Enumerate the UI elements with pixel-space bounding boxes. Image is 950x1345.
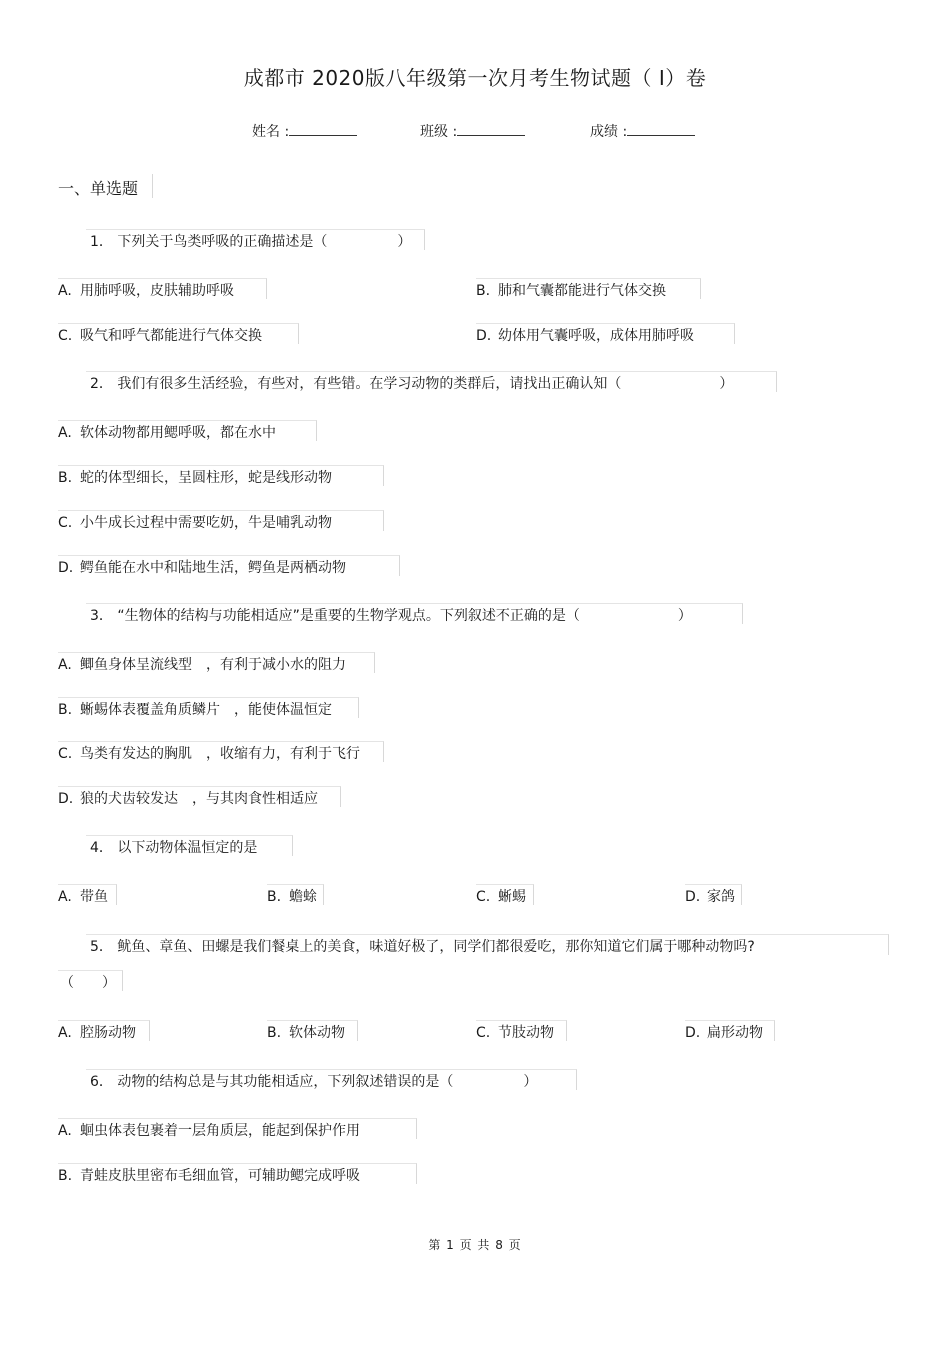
question-text: 以下动物体温恒定的是 bbox=[117, 840, 258, 856]
option-text: 蜥蜴 bbox=[498, 889, 526, 905]
q1-option-a[interactable] bbox=[58, 280, 234, 300]
name-blank[interactable] bbox=[289, 121, 357, 136]
option-letter: C. bbox=[476, 1025, 491, 1041]
class-field[interactable] bbox=[420, 121, 525, 141]
option-letter: D. bbox=[476, 328, 492, 344]
option-letter: A. bbox=[58, 657, 72, 673]
option-text: 肺和气囊都能进行气体交换 bbox=[498, 283, 666, 299]
question-3 bbox=[90, 605, 692, 625]
question-4 bbox=[90, 837, 257, 857]
option-letter: C. bbox=[58, 746, 73, 762]
option-letter: D. bbox=[58, 791, 74, 807]
question-number: 6． bbox=[90, 1074, 113, 1090]
option-text: 带鱼 bbox=[80, 889, 108, 905]
option-letter: D. bbox=[58, 560, 74, 576]
section-box bbox=[56, 174, 153, 198]
q5-option-a[interactable] bbox=[58, 1022, 136, 1042]
option-letter: D. bbox=[685, 889, 701, 905]
question-text: 鱿鱼、章鱼、田螺是我们餐桌上的美食，味道好极了，同学们都很爱吃，那你知道它们属于哪种动物吗? bbox=[117, 939, 755, 955]
option-letter: A. bbox=[58, 1123, 72, 1139]
score-field[interactable] bbox=[590, 121, 695, 141]
option-text: 鸟类有发达的胸肌 ，收缩有力，有利于飞行 bbox=[80, 746, 360, 762]
question-number: 1． bbox=[90, 234, 113, 250]
q3-option-d[interactable] bbox=[58, 788, 318, 808]
q5-option-b[interactable] bbox=[267, 1022, 345, 1042]
question-5-continuation: （ ） bbox=[60, 975, 116, 991]
q2-option-d[interactable] bbox=[58, 557, 346, 577]
option-text: 小牛成长过程中需要吃奶，牛是哺乳动物 bbox=[80, 515, 332, 531]
option-letter: A. bbox=[58, 1025, 72, 1041]
option-text: 节肢动物 bbox=[498, 1025, 554, 1041]
q2-option-c[interactable] bbox=[58, 512, 332, 532]
q2-option-a[interactable] bbox=[58, 422, 276, 442]
option-text: 鳄鱼能在水中和陆地生活，鳄鱼是两栖动物 bbox=[80, 560, 346, 576]
q4-option-d[interactable] bbox=[685, 886, 735, 906]
q3-option-b[interactable] bbox=[58, 699, 332, 719]
option-letter: A. bbox=[58, 889, 72, 905]
option-letter: B. bbox=[58, 1168, 73, 1184]
q1-option-b[interactable] bbox=[476, 280, 666, 300]
q3-option-a[interactable] bbox=[58, 654, 346, 674]
question-5 bbox=[90, 936, 755, 956]
option-text: 腔肠动物 bbox=[80, 1025, 136, 1041]
class-label: 班级 : bbox=[420, 124, 458, 140]
q1-option-c[interactable] bbox=[58, 325, 262, 345]
option-letter: C. bbox=[58, 515, 73, 531]
option-letter: B. bbox=[267, 889, 282, 905]
question-number: 4． bbox=[90, 840, 113, 856]
q5-option-d[interactable] bbox=[685, 1022, 763, 1042]
option-letter: D. bbox=[685, 1025, 701, 1041]
section-title: 一、单选题 bbox=[58, 179, 139, 198]
score-blank[interactable] bbox=[627, 121, 695, 136]
q1-option-d[interactable] bbox=[476, 325, 694, 345]
q4-option-b[interactable] bbox=[267, 886, 317, 906]
question-number: 3． bbox=[90, 608, 113, 624]
option-text: 蛇的体型细长，呈圆柱形，蛇是线形动物 bbox=[80, 470, 332, 486]
q6-option-a[interactable] bbox=[58, 1120, 360, 1140]
option-letter: B. bbox=[58, 702, 73, 718]
option-text: 青蛙皮肤里密布毛细血管，可辅助鳃完成呼吸 bbox=[80, 1168, 360, 1184]
option-text: 家鸽 bbox=[707, 889, 735, 905]
question-text: “生物体的结构与功能相适应”是重要的生物学观点。下列叙述不正确的是（ ） bbox=[117, 608, 692, 624]
question-2 bbox=[90, 373, 733, 393]
name-field[interactable] bbox=[252, 121, 357, 141]
option-text: 鲫鱼身体呈流线型 ，有利于减小水的阻力 bbox=[80, 657, 346, 673]
option-text: 蜥蜴体表覆盖角质鳞片 ，能使体温恒定 bbox=[80, 702, 332, 718]
option-text: 扁形动物 bbox=[707, 1025, 763, 1041]
option-text: 狼的犬齿较发达 ，与其肉食性相适应 bbox=[80, 791, 318, 807]
option-text: 用肺呼吸，皮肤辅助呼吸 bbox=[80, 283, 234, 299]
q4-option-c[interactable] bbox=[476, 886, 526, 906]
question-text: 下列关于鸟类呼吸的正确描述是（ ） bbox=[117, 234, 412, 250]
option-letter: C. bbox=[58, 328, 73, 344]
option-letter: B. bbox=[476, 283, 491, 299]
option-text: 蟾蜍 bbox=[289, 889, 317, 905]
option-text: 软体动物都用鳃呼吸，都在水中 bbox=[80, 425, 276, 441]
option-letter: A. bbox=[58, 283, 72, 299]
q3-option-c[interactable] bbox=[58, 743, 360, 763]
option-letter: B. bbox=[267, 1025, 282, 1041]
name-label: 姓名 : bbox=[252, 124, 290, 140]
page-number: 第 1 页 共 8 页 bbox=[428, 1238, 522, 1252]
q6-option-b[interactable] bbox=[58, 1165, 360, 1185]
question-number: 5． bbox=[90, 939, 113, 955]
q2-option-b[interactable] bbox=[58, 467, 332, 487]
class-blank[interactable] bbox=[457, 121, 525, 136]
option-letter: C. bbox=[476, 889, 491, 905]
question-6 bbox=[90, 1071, 537, 1091]
option-text: 蛔虫体表包裹着一层角质层，能起到保护作用 bbox=[80, 1123, 360, 1139]
option-text: 幼体用气囊呼吸，成体用肺呼吸 bbox=[498, 328, 694, 344]
question-text: 动物的结构总是与其功能相适应，下列叙述错误的是（ ） bbox=[117, 1074, 538, 1090]
option-letter: A. bbox=[58, 425, 72, 441]
question-number: 2． bbox=[90, 376, 113, 392]
option-letter: B. bbox=[58, 470, 73, 486]
q4-option-a[interactable] bbox=[58, 886, 108, 906]
option-text: 软体动物 bbox=[289, 1025, 345, 1041]
question-text: 我们有很多生活经验，有些对，有些错。在学习动物的类群后，请找出正确认知（ ） bbox=[117, 376, 734, 392]
question-1 bbox=[90, 231, 411, 251]
option-text: 吸气和呼气都能进行气体交换 bbox=[80, 328, 262, 344]
page-title: 成都市 2020版八年级第一次月考生物试题（ I）卷 bbox=[243, 66, 707, 90]
q5-option-c[interactable] bbox=[476, 1022, 554, 1042]
score-label: 成绩 : bbox=[590, 124, 628, 140]
